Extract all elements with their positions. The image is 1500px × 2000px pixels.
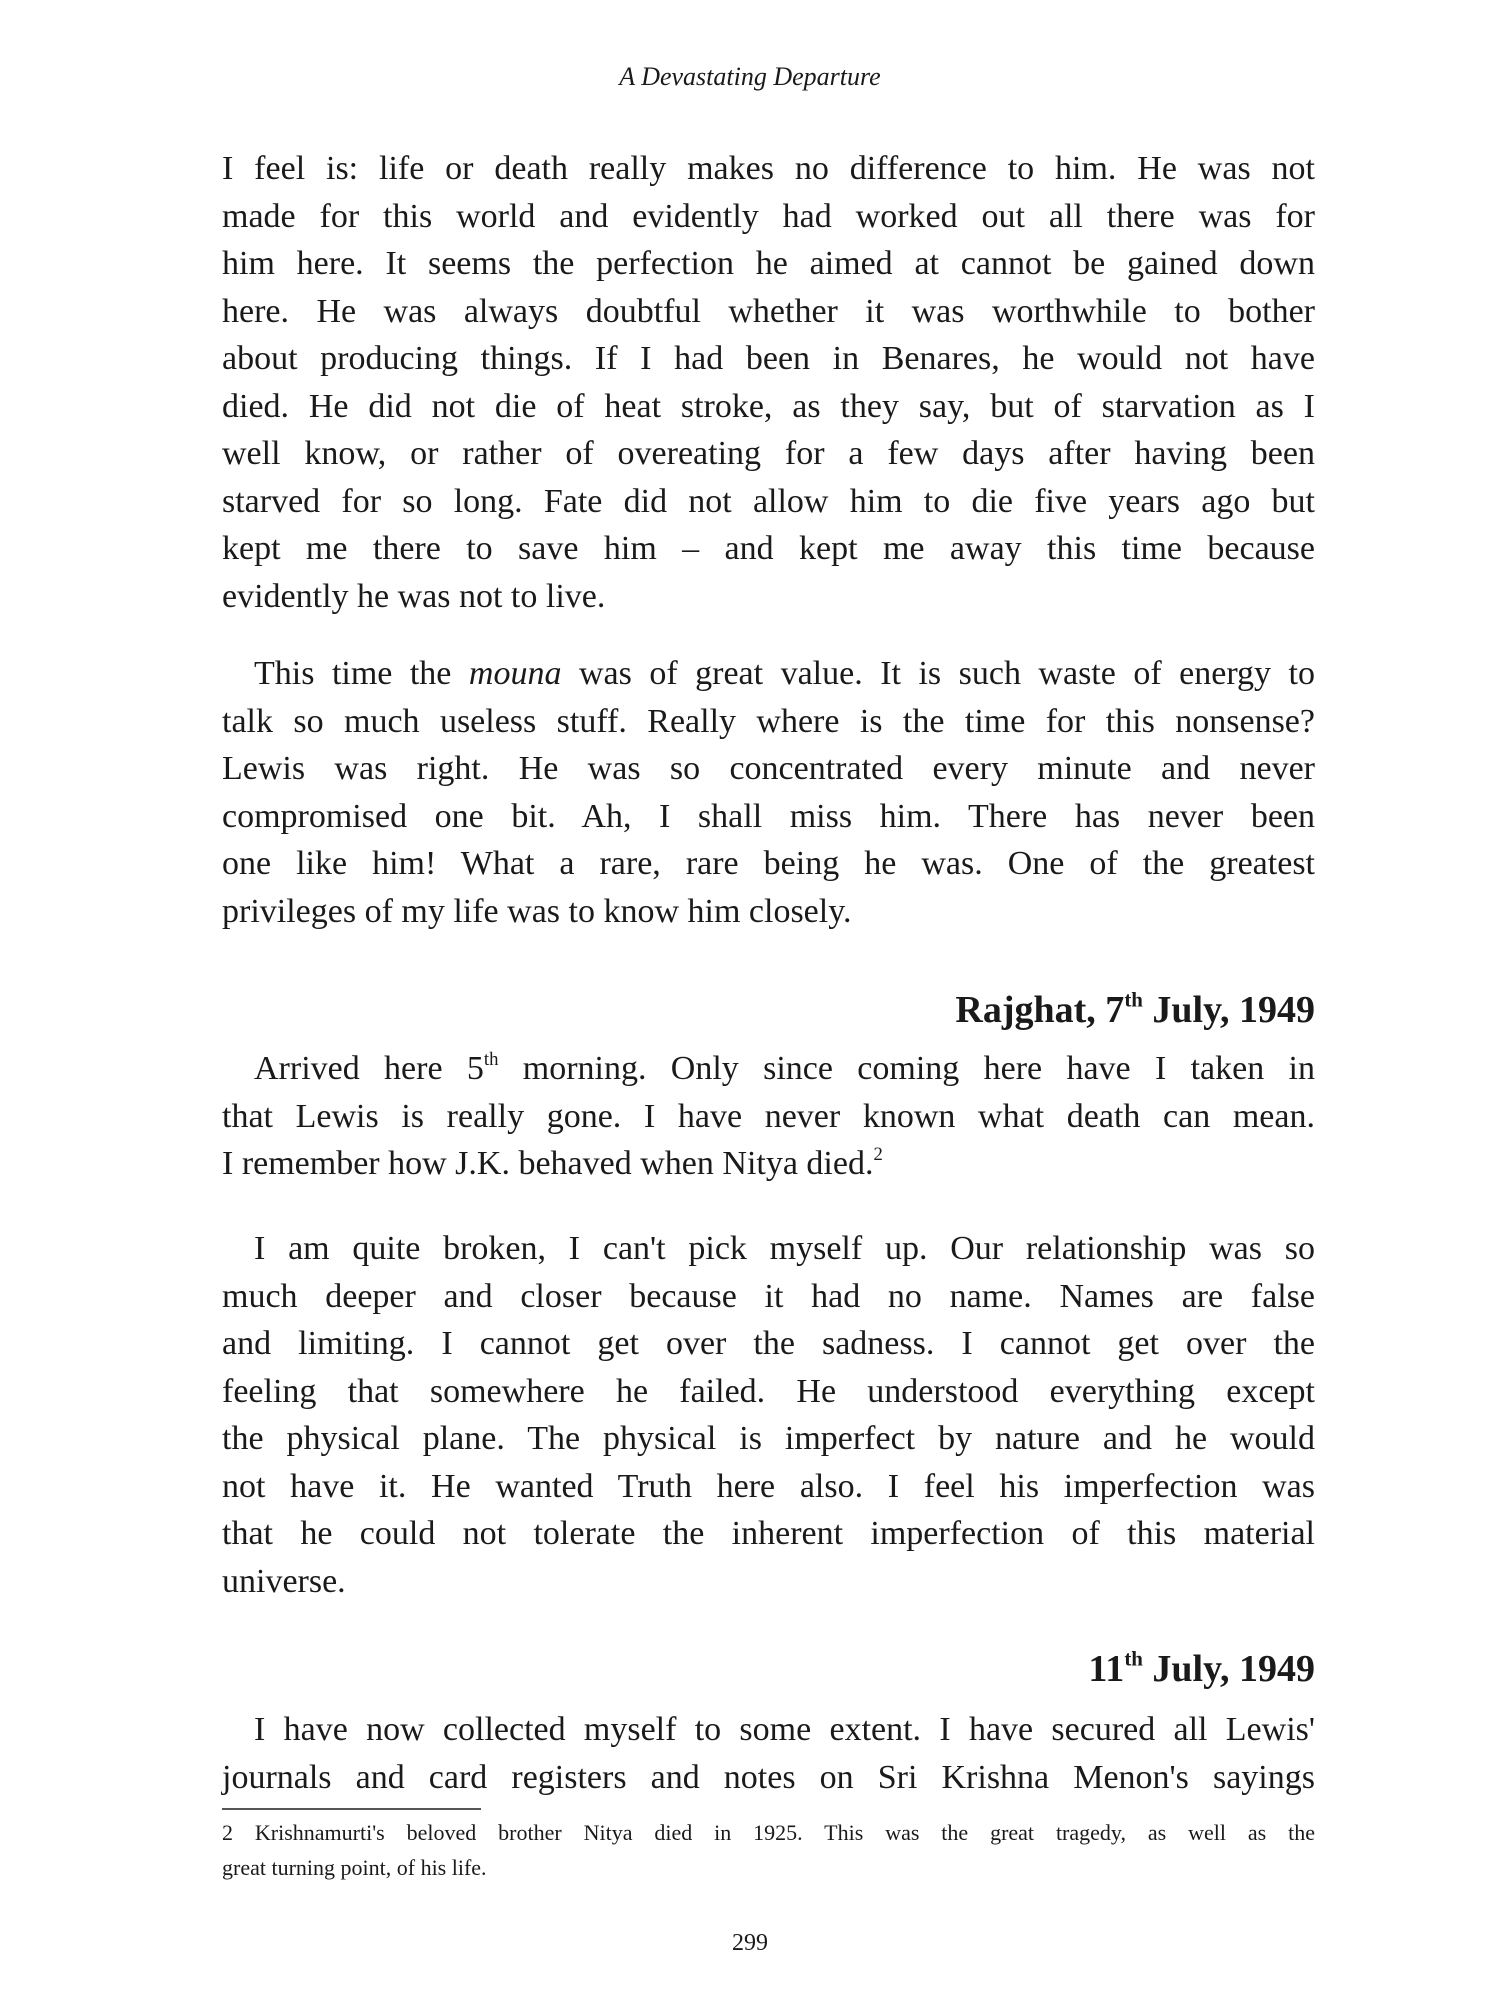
text-line: starved for so long. Fate did not allow him to die five years ago but — [222, 482, 1315, 520]
paragraph — [222, 1225, 1315, 1605]
text-line: journals and card registers and notes on Sri Krishna Menon's sayings — [222, 1758, 1315, 1796]
text-line: him here. It seems the perfection he aimed at cannot be gained down — [222, 245, 1315, 282]
footnote-rule — [222, 1808, 481, 1810]
footnote-line: 2 Krishnamurti's beloved brother Nitya died in 1925. This was the great tragedy, as well as the — [222, 1820, 1315, 1845]
paragraph — [222, 1045, 1315, 1188]
date-heading: Rajghat, 7th July, 1949 — [955, 987, 1315, 1031]
text-line: the physical plane. The physical is imperfect by nature and he would — [222, 1420, 1315, 1457]
text-line: I am quite broken, I can't pick myself up. Our relationship was so — [254, 1230, 1315, 1267]
date-heading: 11th July, 1949 — [1088, 1646, 1315, 1690]
text-line: and limiting. I cannot get over the sadness. I cannot get over the — [222, 1325, 1315, 1362]
text-line: well know, or rather of overeating for a few days after having been — [222, 435, 1315, 472]
text-line: talk so much useless stuff. Really where is the time for this nonsense? — [222, 702, 1315, 740]
text-line: one like him! What a rare, rare being he was. One of the greatest — [222, 845, 1315, 882]
text-line: here. He was always doubtful whether it was worthwhile to bother — [222, 292, 1315, 330]
text-line: This time the mouna was of great value. It is such waste of energy to — [254, 655, 1315, 692]
footnote — [222, 1815, 1315, 1885]
text-line: privileges of my life was to know him closely. — [222, 892, 852, 930]
paragraph — [222, 145, 1315, 620]
text-line: not have it. He wanted Truth here also. I feel his imperfection was — [222, 1467, 1315, 1505]
text-line: universe. — [222, 1562, 346, 1600]
text-line: Arrived here 5th morning. Only since coming here have I taken in — [254, 1048, 1315, 1087]
text-line: died. He did not die of heat stroke, as they say, but of starvation as I — [222, 387, 1315, 425]
text-line: compromised one bit. Ah, I shall miss him. There has never been — [222, 797, 1315, 835]
running-head: A Devastating Departure — [619, 62, 881, 91]
text-line: feeling that somewhere he failed. He understood everything except — [222, 1372, 1315, 1410]
text-line: kept me there to save him – and kept me away this time because — [222, 530, 1315, 567]
text-line: made for this world and evidently had worked out all there was for — [222, 197, 1315, 235]
text-line: Lewis was right. He was so concentrated every minute and never — [222, 750, 1315, 787]
text-line: much deeper and closer because it had no name. Names are false — [222, 1277, 1315, 1315]
page-number: 299 — [732, 1930, 768, 1956]
text-line: I have now collected myself to some extent. I have secured all Lewis' — [254, 1711, 1315, 1748]
paragraph — [222, 1706, 1315, 1801]
text-line: about producing things. If I had been in Benares, he would not have — [222, 340, 1315, 377]
text-line: evidently he was not to live. — [222, 577, 606, 615]
text-line: I remember how J.K. behaved when Nitya died.$^2$ — [222, 1143, 883, 1182]
footnote-line: great turning point, of his life. — [222, 1855, 487, 1880]
paragraph — [222, 650, 1315, 935]
text-line: that he could not tolerate the inherent imperfection of this material — [222, 1515, 1315, 1552]
text-line: I feel is: life or death really makes no difference to him. He was not — [222, 150, 1315, 187]
text-line: that Lewis is really gone. I have never known what death can mean. — [222, 1097, 1315, 1135]
